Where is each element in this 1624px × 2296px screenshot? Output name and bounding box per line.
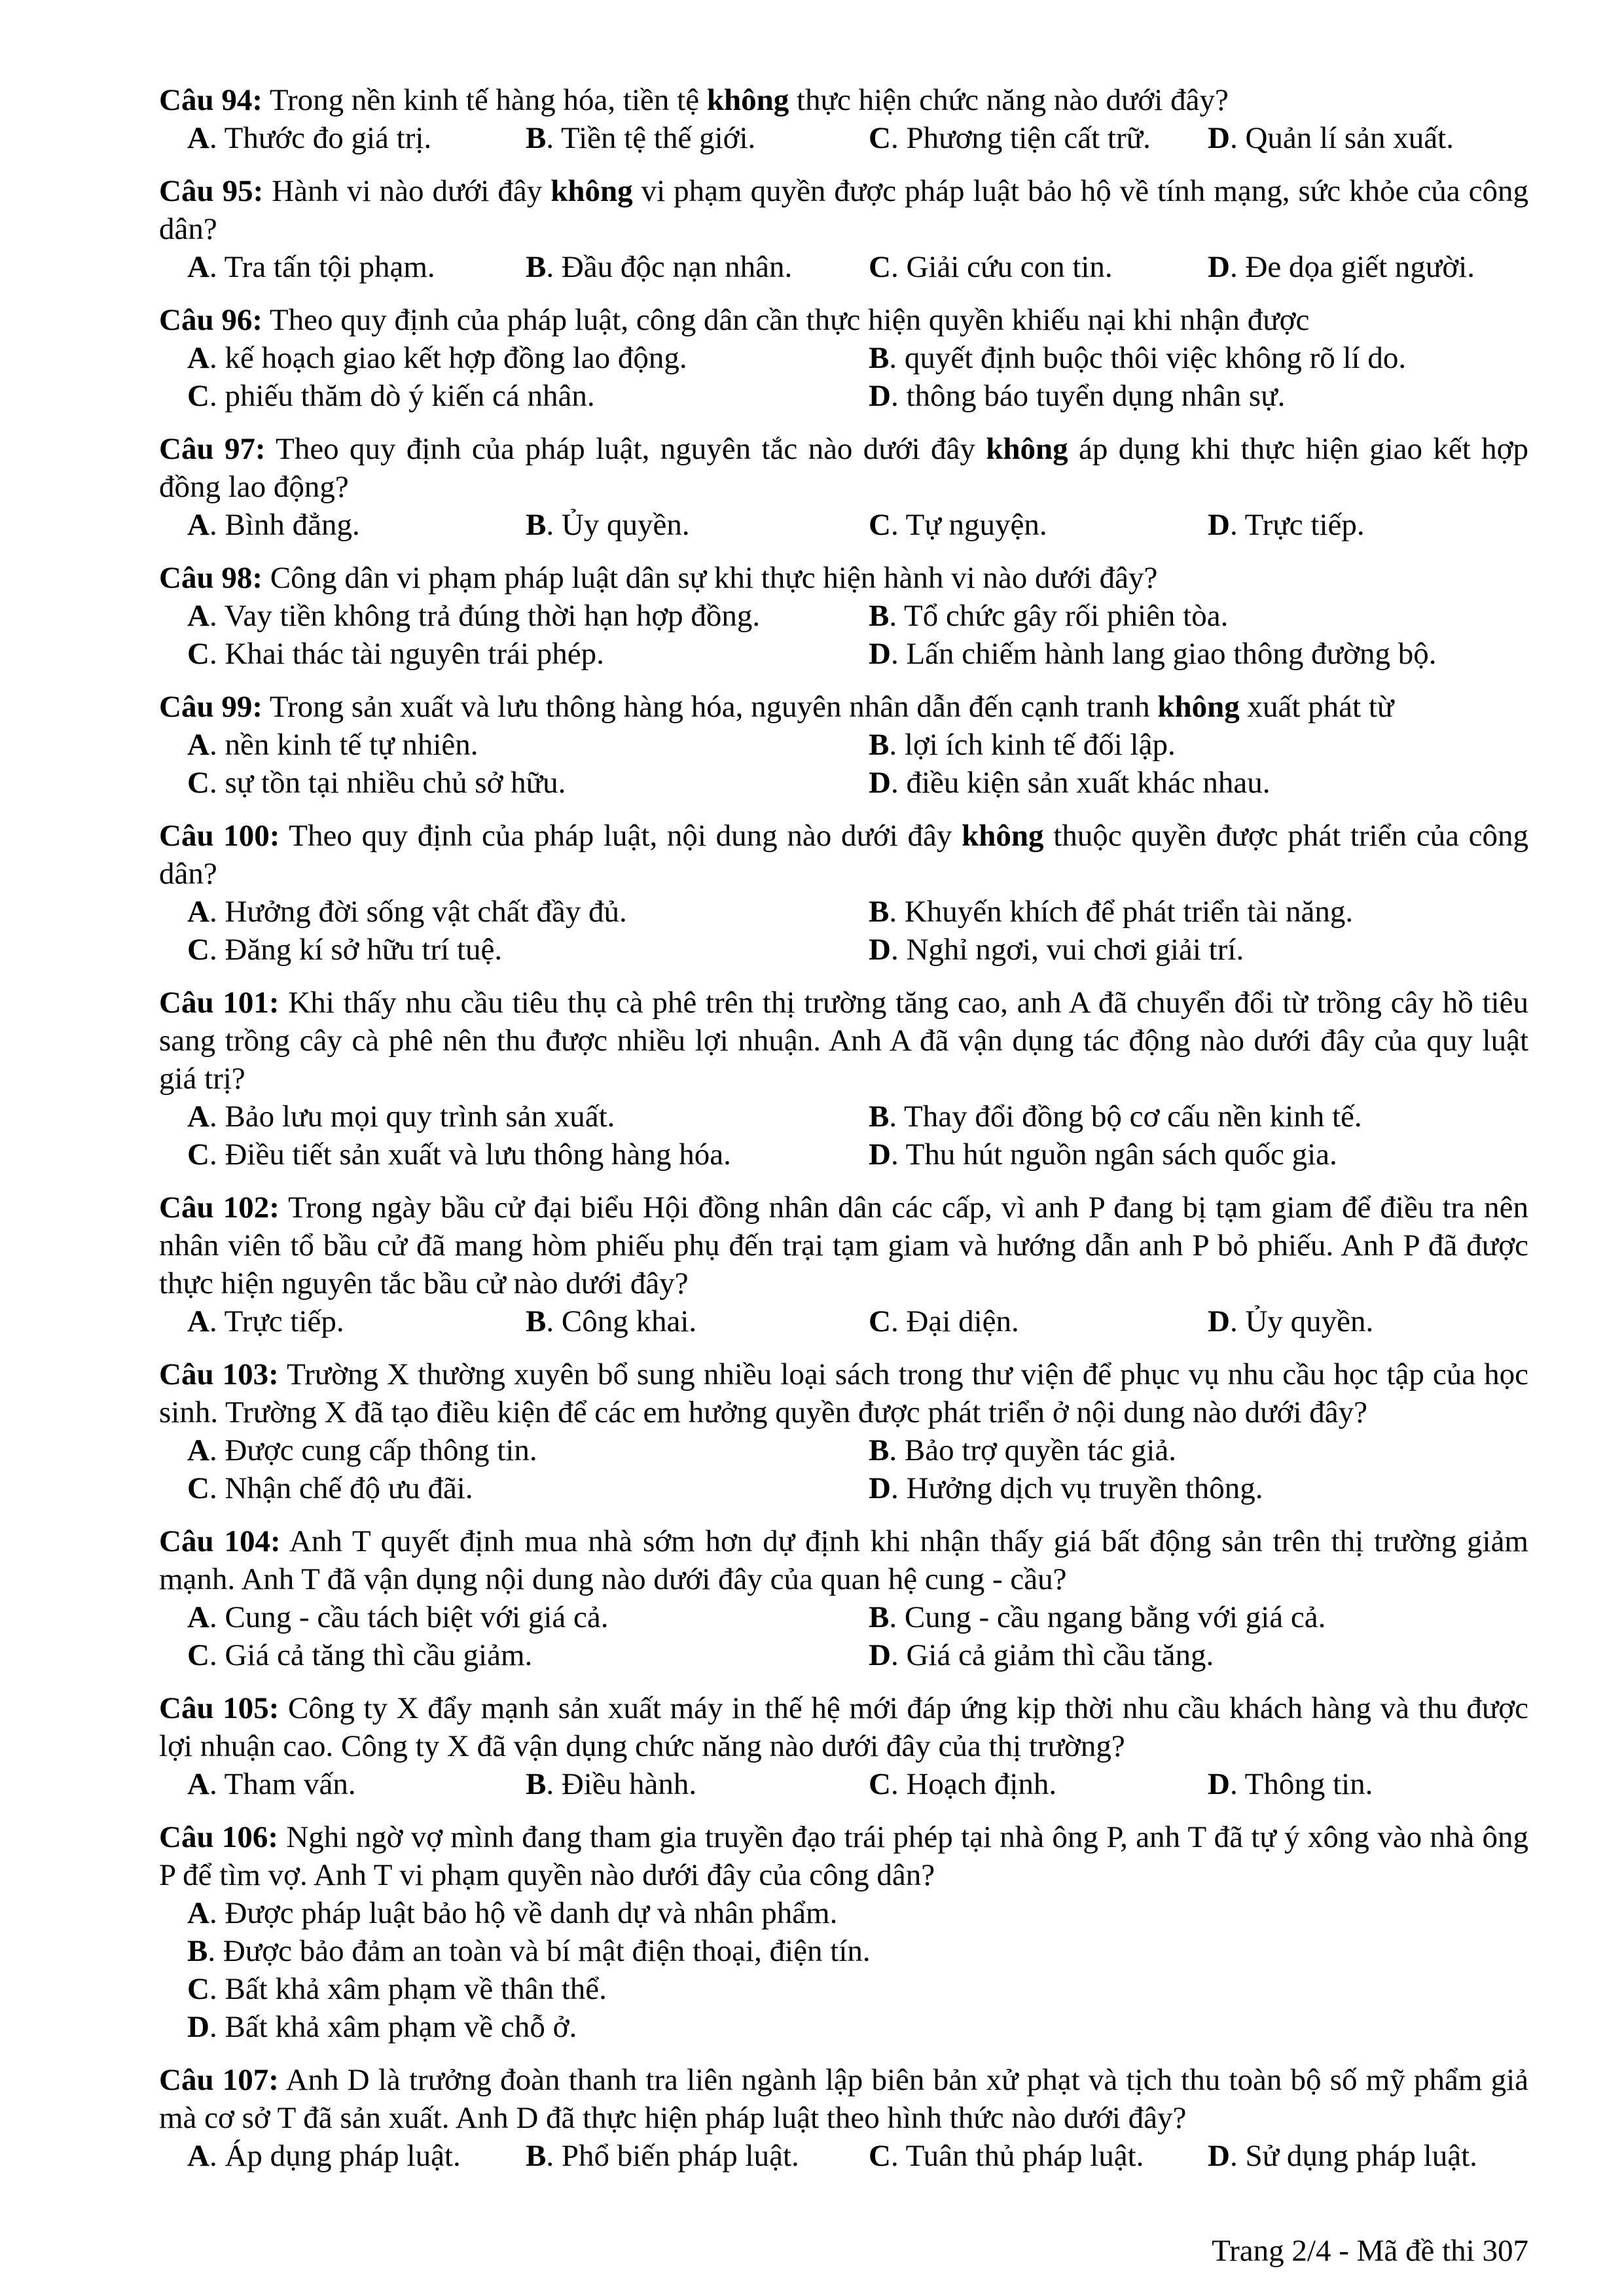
answer-options	[159, 893, 1528, 969]
answer-option-c	[869, 248, 1208, 286]
option-letter: B	[526, 121, 547, 155]
question-block	[159, 1522, 1528, 1674]
question-text: Trường X thường xuyên bổ sung nhiều loại sách trong thư viện để phục vụ nhu cầu học tập của học sinh. Trường X đã tạo điều kiện để các em hưởng quyền được phát triển ở nội dung nào dưới đây?	[159, 1357, 1529, 1429]
answer-option-a	[187, 597, 869, 635]
option-text: . Phương tiện cất trữ.	[890, 121, 1151, 155]
option-letter: C	[869, 1767, 891, 1801]
option-letter: A	[187, 895, 209, 929]
answer-option-a	[187, 1894, 1528, 1932]
option-letter: C	[187, 1972, 209, 2006]
question-text: thuộc quyền được phát triển của công dân?	[159, 819, 1529, 891]
question-text: Nghi ngờ vợ mình đang tham gia truyền đạo trái phép tại nhà ông P, anh T đã tự ý xông vào nhà ông P để tìm vợ. Anh T vi phạm quyền nào dưới đây của công dân?	[159, 1820, 1529, 1892]
option-letter: B	[869, 341, 890, 375]
option-text: . kế hoạch giao kết hợp đồng lao động.	[209, 341, 687, 375]
answer-option-d	[869, 1636, 1528, 1674]
answer-option-d	[869, 377, 1528, 415]
option-text: . Lấn chiếm hành lang giao thông đường bộ.	[890, 637, 1437, 671]
option-text: . Phổ biến pháp luật.	[546, 2139, 799, 2173]
option-text: . Đầu độc nạn nhân.	[546, 250, 793, 284]
answer-options	[159, 1894, 1528, 2046]
option-letter: C	[869, 2139, 891, 2173]
answer-option-c	[187, 635, 869, 673]
option-letter: C	[187, 1471, 209, 1505]
option-text: . Tra tấn tội phạm.	[209, 250, 435, 284]
option-letter: C	[187, 1138, 209, 1172]
option-letter: A	[187, 508, 209, 542]
question-stem	[159, 2061, 1528, 2137]
option-text: . Tiền tệ thế giới.	[546, 121, 756, 155]
question-number: Câu 94:	[159, 83, 262, 117]
option-text: . Giải cứu con tin.	[890, 250, 1113, 284]
answer-option-a	[187, 248, 526, 286]
answer-option-b	[869, 1098, 1528, 1136]
option-letter: B	[869, 1433, 890, 1467]
answer-option-c	[187, 931, 869, 969]
question-text: Công ty X đẩy mạnh sản xuất máy in thế hệ mới đáp ứng kịp thời nhu cầu khách hàng và thu được lợi nhuận cao. Công ty X đã vận dụng chức năng nào dưới đây của thị trường?	[159, 1691, 1529, 1763]
answer-option-b	[869, 1598, 1528, 1636]
option-text: . Ủy quyền.	[1229, 1304, 1374, 1338]
option-letter: B	[526, 250, 547, 284]
question-number: Câu 106:	[159, 1820, 279, 1854]
option-text: . Bất khả xâm phạm về chỗ ở.	[209, 2010, 577, 2044]
option-text: . Đe dọa giết người.	[1229, 250, 1475, 284]
option-letter: A	[187, 1100, 209, 1134]
question-text: Theo quy định của pháp luật, công dân cần thực hiện quyền khiếu nại khi nhận được	[269, 303, 1310, 337]
question-block	[159, 430, 1528, 544]
answer-option-a	[187, 339, 869, 377]
answer-option-a	[187, 119, 526, 157]
question-block	[159, 301, 1528, 415]
option-text: . Vay tiền không trả đúng thời hạn hợp đồng.	[209, 599, 761, 633]
option-text: . Được pháp luật bảo hộ về danh dự và nhân phẩm.	[209, 1896, 838, 1930]
question-number: Câu 107:	[159, 2063, 279, 2097]
option-text: . Sử dụng pháp luật.	[1229, 2139, 1477, 2173]
question-text: Anh T quyết định mua nhà sớm hơn dự định khi nhận thấy giá bất động sản trên thị trường giảm mạnh. Anh T đã vận dụng nội dung nào dưới đây của quan hệ cung - cầu?	[159, 1524, 1528, 1596]
option-letter: C	[187, 379, 209, 413]
option-text: . Được cung cấp thông tin.	[209, 1433, 537, 1467]
answer-option-a	[187, 1098, 869, 1136]
question-number: Câu 104:	[159, 1524, 281, 1558]
option-letter: C	[187, 637, 209, 671]
answer-option-b	[869, 726, 1528, 764]
option-letter: C	[187, 1638, 209, 1672]
answer-options	[159, 248, 1528, 286]
question-stem	[159, 1522, 1528, 1598]
answer-option-b	[187, 1932, 1528, 1970]
option-letter: A	[187, 1600, 209, 1634]
option-letter: D	[1208, 1304, 1230, 1338]
question-stem	[159, 1355, 1528, 1431]
option-letter: D	[869, 637, 891, 671]
answer-option-b	[869, 339, 1528, 377]
option-text: . Khuyến khích để phát triển tài năng.	[889, 895, 1354, 929]
question-number: Câu 105:	[159, 1691, 280, 1725]
answer-option-d	[1208, 2137, 1528, 2175]
option-letter: D	[1208, 2139, 1230, 2173]
question-block	[159, 172, 1528, 286]
emphasis-text: không	[962, 819, 1044, 853]
answer-option-a	[187, 1302, 526, 1340]
option-text: . Nhận chế độ ưu đãi.	[209, 1471, 473, 1505]
question-text: Hành vi nào dưới đây	[272, 174, 551, 208]
option-letter: D	[869, 1138, 891, 1172]
option-letter: D	[1208, 508, 1230, 542]
question-stem	[159, 81, 1528, 119]
option-letter: C	[869, 1304, 891, 1338]
option-text: . Tổ chức gây rối phiên tòa.	[889, 599, 1229, 633]
option-letter: A	[187, 1896, 209, 1930]
answer-option-c	[187, 1636, 869, 1674]
option-letter: D	[869, 379, 891, 413]
answer-option-d	[1208, 248, 1528, 286]
answer-option-d	[1208, 506, 1528, 544]
answer-options	[159, 1765, 1528, 1803]
option-text: . Bảo lưu mọi quy trình sản xuất.	[209, 1100, 615, 1134]
exam-page-content	[159, 81, 1528, 2190]
answer-option-a	[187, 506, 526, 544]
option-text: . Đại diện.	[890, 1304, 1019, 1338]
option-text: . điều kiện sản xuất khác nhau.	[890, 766, 1271, 800]
option-letter: B	[869, 1600, 890, 1634]
answer-option-c	[869, 2137, 1208, 2175]
option-letter: C	[187, 766, 209, 800]
option-text: . Thước đo giá trị.	[209, 121, 432, 155]
emphasis-text: không	[986, 432, 1068, 466]
option-text: . Được bảo đảm an toàn và bí mật điện thoại, điện tín.	[208, 1934, 871, 1968]
emphasis-text: không	[706, 83, 789, 117]
option-text: . Trực tiếp.	[209, 1304, 344, 1338]
question-stem	[159, 1189, 1528, 1302]
option-letter: D	[187, 2010, 209, 2044]
answer-options	[159, 597, 1528, 673]
option-letter: B	[869, 728, 890, 762]
answer-option-c	[869, 506, 1208, 544]
option-text: . Thay đổi đồng bộ cơ cấu nền kinh tế.	[889, 1100, 1362, 1134]
option-text: . lợi ích kinh tế đối lập.	[889, 728, 1176, 762]
option-letter: D	[869, 1638, 891, 1672]
question-stem	[159, 172, 1528, 248]
answer-options	[159, 119, 1528, 157]
question-number: Câu 95:	[159, 174, 264, 208]
option-text: . Bình đẳng.	[209, 508, 360, 542]
answer-option-a	[187, 2137, 526, 2175]
option-letter: D	[869, 933, 891, 967]
option-letter: B	[526, 2139, 547, 2173]
option-text: . Thu hút nguồn ngân sách quốc gia.	[890, 1138, 1337, 1172]
answer-options	[159, 2137, 1528, 2175]
question-block	[159, 1189, 1528, 1340]
question-text: xuất phát từ	[1239, 690, 1394, 724]
answer-option-c	[869, 1302, 1208, 1340]
option-letter: D	[1208, 121, 1230, 155]
option-text: . Trực tiếp.	[1229, 508, 1365, 542]
option-letter: D	[869, 1471, 891, 1505]
answer-option-a	[187, 1598, 869, 1636]
option-letter: A	[187, 599, 209, 633]
answer-option-b	[526, 248, 869, 286]
answer-option-d	[869, 1136, 1528, 1174]
question-stem	[159, 301, 1528, 339]
option-text: . Áp dụng pháp luật.	[209, 2139, 461, 2173]
answer-option-b	[526, 119, 869, 157]
question-text: áp dụng khi thực hiện giao kết hợp đồng lao động?	[159, 432, 1528, 504]
question-stem	[159, 559, 1528, 597]
question-number: Câu 101:	[159, 986, 280, 1020]
answer-option-b	[526, 1302, 869, 1340]
option-letter: A	[187, 341, 209, 375]
question-stem	[159, 984, 1528, 1098]
question-block	[159, 559, 1528, 673]
emphasis-text: không	[550, 174, 633, 208]
answer-option-a	[187, 1431, 869, 1469]
option-text: . Tuân thủ pháp luật.	[890, 2139, 1144, 2173]
answer-option-a	[187, 893, 869, 931]
option-letter: D	[1208, 250, 1230, 284]
question-text: thực hiện chức năng nào dưới đây?	[789, 83, 1229, 117]
answer-option-c	[187, 1136, 869, 1174]
option-text: . phiếu thăm dò ý kiến cá nhân.	[209, 379, 595, 413]
option-letter: A	[187, 1304, 209, 1338]
option-letter: B	[869, 599, 890, 633]
option-letter: D	[1208, 1767, 1230, 1801]
option-text: . Khai thác tài nguyên trái phép.	[209, 637, 604, 671]
answer-option-c	[187, 1970, 1528, 2008]
option-letter: B	[187, 1934, 208, 1968]
option-text: . Giá cả giảm thì cầu tăng.	[890, 1638, 1214, 1672]
answer-option-d	[187, 2008, 1528, 2046]
answer-option-d	[869, 931, 1528, 969]
question-block	[159, 1355, 1528, 1507]
answer-option-d	[1208, 1765, 1528, 1803]
option-text: . Thông tin.	[1229, 1767, 1373, 1801]
option-letter: B	[869, 895, 890, 929]
answer-option-c	[187, 377, 869, 415]
question-number: Câu 102:	[159, 1191, 280, 1225]
question-number: Câu 99:	[159, 690, 262, 724]
option-letter: A	[187, 121, 209, 155]
question-number: Câu 97:	[159, 432, 266, 466]
question-block	[159, 1689, 1528, 1803]
option-letter: B	[526, 1304, 547, 1338]
question-block	[159, 81, 1528, 157]
option-letter: C	[869, 121, 891, 155]
question-text: Trong sản xuất và lưu thông hàng hóa, nguyên nhân dẫn đến cạnh tranh	[269, 690, 1158, 724]
page-footer: Trang 2/4 - Mã đề thi 307	[1212, 2234, 1528, 2268]
answer-option-b	[526, 2137, 869, 2175]
option-letter: C	[187, 933, 209, 967]
question-text: Công dân vi phạm pháp luật dân sự khi thực hiện hành vi nào dưới đây?	[270, 561, 1158, 595]
question-text: vi phạm quyền được pháp luật bảo hộ về tính mạng, sức khỏe của công dân?	[159, 174, 1528, 246]
option-text: . Cung - cầu ngang bằng với giá cả.	[889, 1600, 1326, 1634]
answer-options	[159, 1302, 1528, 1340]
answer-option-b	[526, 506, 869, 544]
question-text: Anh D là trưởng đoàn thanh tra liên ngành lập biên bản xử phạt và tịch thu toàn bộ số mỹ phẩm giả mà cơ sở T đã sản xuất. Anh D đã thực hiện pháp luật theo hình thức nào dưới đây?	[159, 2063, 1528, 2135]
answer-option-d	[1208, 1302, 1528, 1340]
question-number: Câu 98:	[159, 561, 262, 595]
answer-option-a	[187, 1765, 526, 1803]
question-block	[159, 984, 1528, 1174]
option-text: . Hoạch định.	[890, 1767, 1057, 1801]
option-text: . Bảo trợ quyền tác giả.	[889, 1433, 1176, 1467]
emphasis-text: không	[1157, 690, 1240, 724]
question-stem	[159, 817, 1528, 893]
answer-option-c	[869, 1765, 1208, 1803]
option-text: . Cung - cầu tách biệt với giá cả.	[209, 1600, 609, 1634]
option-letter: C	[869, 508, 891, 542]
answer-options	[159, 1431, 1528, 1507]
option-letter: B	[526, 508, 547, 542]
answer-options	[159, 1098, 1528, 1174]
question-number: Câu 103:	[159, 1357, 279, 1391]
question-block	[159, 2061, 1528, 2175]
question-stem	[159, 688, 1528, 726]
answer-option-c	[869, 119, 1208, 157]
question-text: Theo quy định của pháp luật, nội dung nào dưới đây	[289, 819, 962, 853]
option-text: . Hưởng dịch vụ truyền thông.	[890, 1471, 1263, 1505]
question-number: Câu 96:	[159, 303, 262, 337]
answer-option-a	[187, 726, 869, 764]
question-number: Câu 100:	[159, 819, 280, 853]
option-text: . Đăng kí sở hữu trí tuệ.	[209, 933, 503, 967]
question-block	[159, 1818, 1528, 2046]
answer-option-b	[869, 893, 1528, 931]
answer-option-c	[187, 764, 869, 802]
option-letter: A	[187, 1433, 209, 1467]
option-text: . Ủy quyền.	[546, 508, 690, 542]
option-text: . Nghỉ ngơi, vui chơi giải trí.	[890, 933, 1244, 967]
answer-option-d	[869, 1469, 1528, 1507]
answer-option-b	[869, 1431, 1528, 1469]
answer-options	[159, 506, 1528, 544]
option-letter: A	[187, 1767, 209, 1801]
question-text: Trong nền kinh tế hàng hóa, tiền tệ	[269, 83, 707, 117]
option-text: . Điều tiết sản xuất và lưu thông hàng hóa.	[209, 1138, 731, 1172]
option-letter: B	[526, 1767, 547, 1801]
question-stem	[159, 1818, 1528, 1894]
option-text: . Tham vấn.	[209, 1767, 356, 1801]
option-text: . sự tồn tại nhiều chủ sở hữu.	[209, 766, 566, 800]
option-text: . thông báo tuyển dụng nhân sự.	[890, 379, 1286, 413]
question-text: Theo quy định của pháp luật, nguyên tắc nào dưới đây	[276, 432, 986, 466]
option-letter: A	[187, 2139, 209, 2173]
question-block	[159, 817, 1528, 969]
answer-option-c	[187, 1469, 869, 1507]
answer-option-d	[869, 635, 1528, 673]
answer-option-b	[869, 597, 1528, 635]
option-text: . Giá cả tăng thì cầu giảm.	[209, 1638, 533, 1672]
answer-option-b	[526, 1765, 869, 1803]
question-block	[159, 688, 1528, 802]
answer-option-d	[1208, 119, 1528, 157]
option-text: . Hưởng đời sống vật chất đầy đủ.	[209, 895, 627, 929]
option-letter: C	[869, 250, 891, 284]
answer-options	[159, 1598, 1528, 1674]
option-letter: D	[869, 766, 891, 800]
option-letter: B	[869, 1100, 890, 1134]
option-text: . quyết định buộc thôi việc không rõ lí do.	[889, 341, 1407, 375]
option-letter: A	[187, 728, 209, 762]
option-text: . Điều hành.	[546, 1767, 697, 1801]
answer-options	[159, 726, 1528, 802]
question-text: Trong ngày bầu cử đại biểu Hội đồng nhân dân các cấp, vì anh P đang bị tạm giam để điều tra nên nhân viên tổ bầu cử đã mang hòm phiếu phụ đến trại tạm giam và hướng dẫn anh P bỏ phiếu. Anh P đã được thực hiện nguyên tắc bầu cử nào dưới đây?	[159, 1191, 1529, 1300]
answer-options	[159, 339, 1528, 415]
answer-option-d	[869, 764, 1528, 802]
option-text: . Quản lí sản xuất.	[1229, 121, 1454, 155]
option-text: . Bất khả xâm phạm về thân thể.	[209, 1972, 607, 2006]
question-stem	[159, 1689, 1528, 1765]
option-text: . Công khai.	[546, 1304, 697, 1338]
option-text: . Tự nguyện.	[890, 508, 1047, 542]
option-letter: A	[187, 250, 209, 284]
question-text: Khi thấy nhu cầu tiêu thụ cà phê trên thị trường tăng cao, anh A đã chuyển đổi từ trồng cây hồ tiêu sang trồng cây cà phê nên thu được nhiều lợi nhuận. Anh A đã vận dụng tác động nào dưới đây của quy luật giá trị?	[159, 986, 1529, 1096]
question-stem	[159, 430, 1528, 506]
option-text: . nền kinh tế tự nhiên.	[209, 728, 478, 762]
